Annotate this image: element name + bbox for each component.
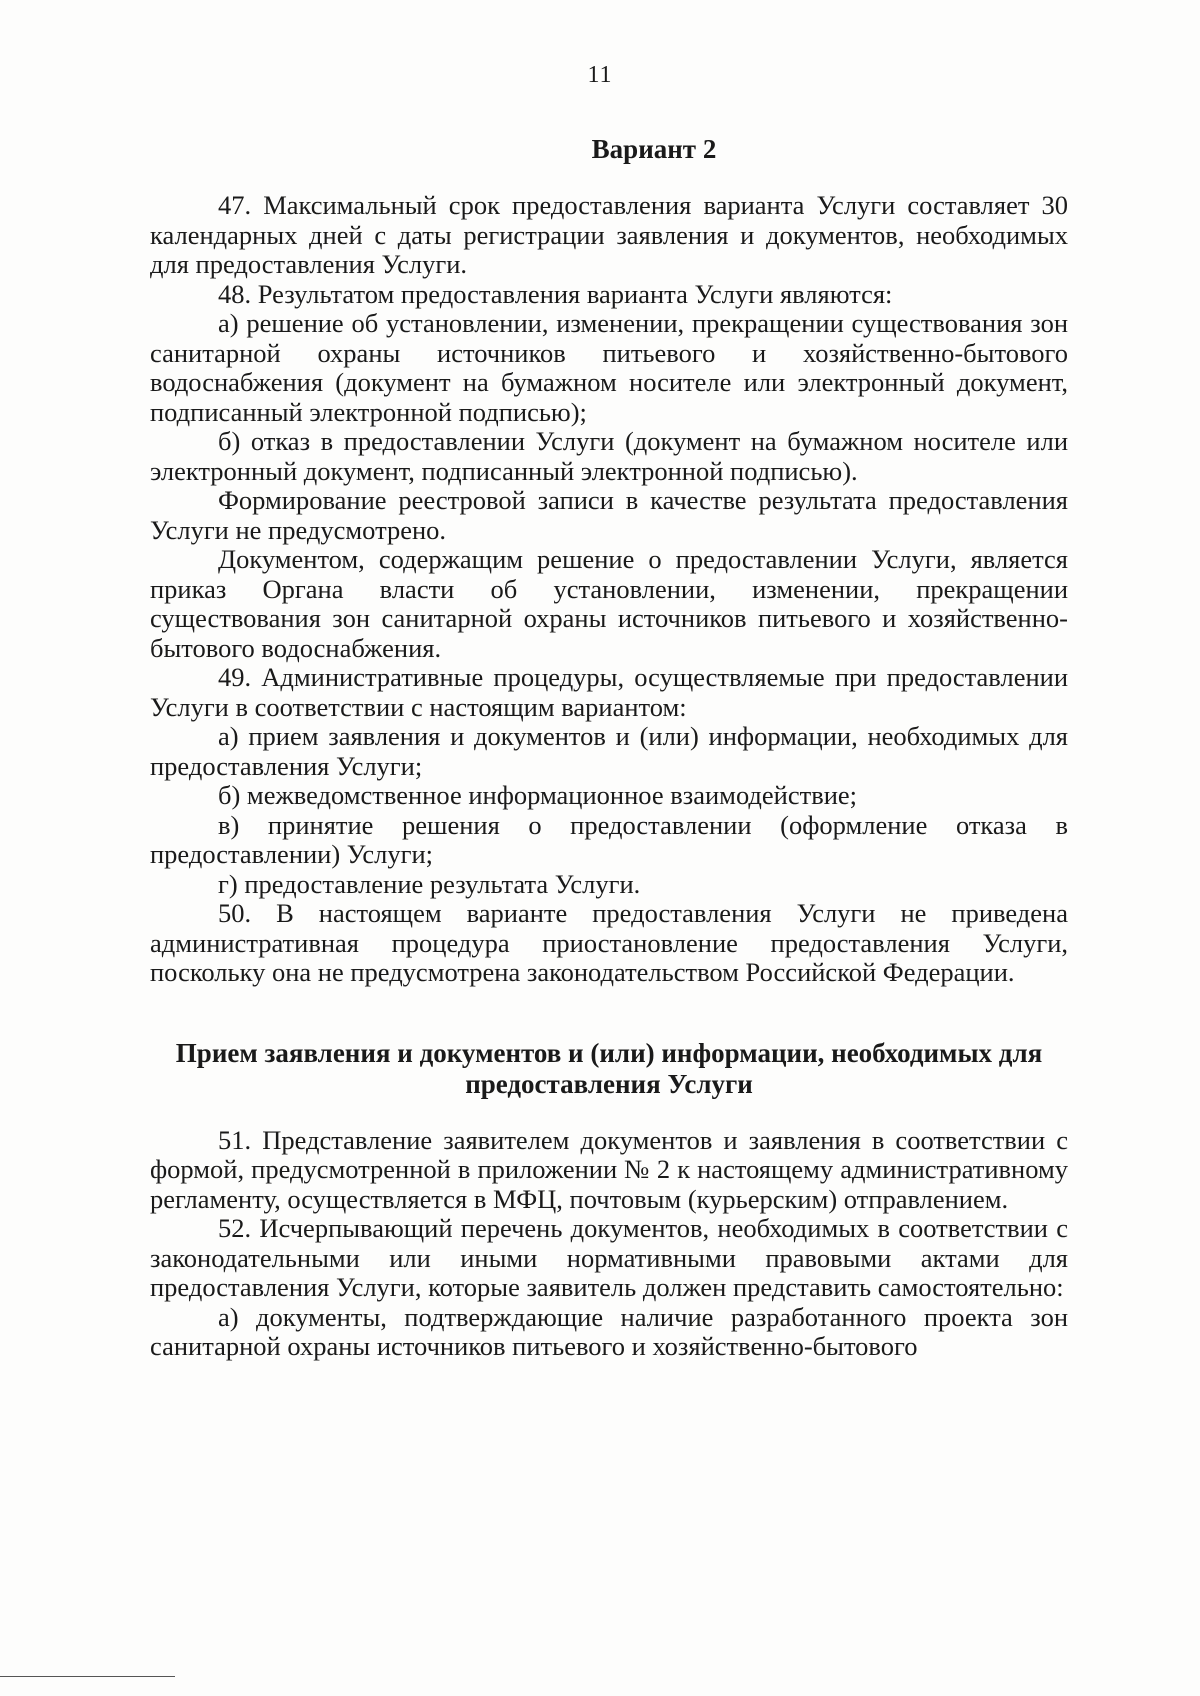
paragraph-49-v: в) принятие решения о предоставлении (оформление отказа в предоставлении) Услуги; — [150, 809, 1068, 869]
paragraph-49-g: г) предоставление результата Услуги. — [218, 868, 641, 899]
variant-section-paragraphs — [150, 191, 1068, 988]
variant-title: Вариант 2 — [591, 134, 717, 164]
paragraph-52-a: а) документы, подтверждающие наличие разработанного проекта зон санитарной охраны источников питьевого и хозяйственно-бытового — [150, 1301, 1068, 1361]
paragraph-48: 48. Результатом предоставления варианта Услуги являются: — [218, 278, 893, 309]
paragraph-51: 51. Представление заявителем документов и заявления в соответствии с формой, предусмотренной в приложении № 2 к настоящему административному регламенту, осуществляется в МФЦ, почтовым (курьерским) отправлением. — [150, 1124, 1068, 1214]
paragraph-registry-note: Формирование реестровой записи в качестве результата предоставления Услуги не предусмотрено. — [150, 485, 1068, 545]
reception-section-paragraphs — [150, 1126, 1068, 1362]
page-number: 11 — [587, 62, 613, 88]
footnote-divider — [0, 1676, 175, 1677]
paragraph-52: 52. Исчерпывающий перечень документов, необходимых в соответствии с законодательными или иными нормативными правовыми актами для предоставления Услуги, которые заявитель должен представить самостоятельно: — [150, 1213, 1068, 1302]
paragraph-49: 49. Административные процедуры, осуществляемые при предоставлении Услуги в соответствии с настоящим вариантом: — [150, 662, 1068, 722]
paragraph-48-b: б) отказ в предоставлении Услуги (документ на бумажном носителе или электронный документ, подписанный электронной подписью). — [150, 426, 1068, 486]
document-body — [150, 134, 1068, 1362]
paragraph-48-a: а) решение об установлении, изменении, прекращении существования зон санитарной охраны источников питьевого и хозяйственно-бытового водоснабжения (документ на бумажном носителе или электронный документ, подписанный электронной подписью); — [150, 308, 1068, 427]
paragraph-49-a: а) прием заявления и документов и (или) информации, необходимых для предоставления Услуги; — [150, 721, 1068, 781]
section-title: Прием заявления и документов и (или) информации, необходимых для предоставления Услуги — [175, 1037, 1043, 1099]
paragraph-50: 50. В настоящем варианте предоставления Услуги не приведена административная процедура приостановление предоставления Услуги, поскольку она не предусмотрена законодательством Российской Федерации. — [150, 898, 1068, 987]
paragraph-decision-document: Документом, содержащим решение о предоставлении Услуги, является приказ Органа власти об установлении, изменении, прекращении существования зон санитарной охраны источников питьевого и хозяйственно-бытового водоснабжения. — [150, 544, 1068, 663]
paragraph-49-b: б) межведомственное информационное взаимодействие; — [218, 780, 858, 810]
paragraph-47: 47. Максимальный срок предоставления варианта Услуги составляет 30 календарных дней с даты регистрации заявления и документов, необходимых для предоставления Услуги. — [150, 190, 1068, 279]
